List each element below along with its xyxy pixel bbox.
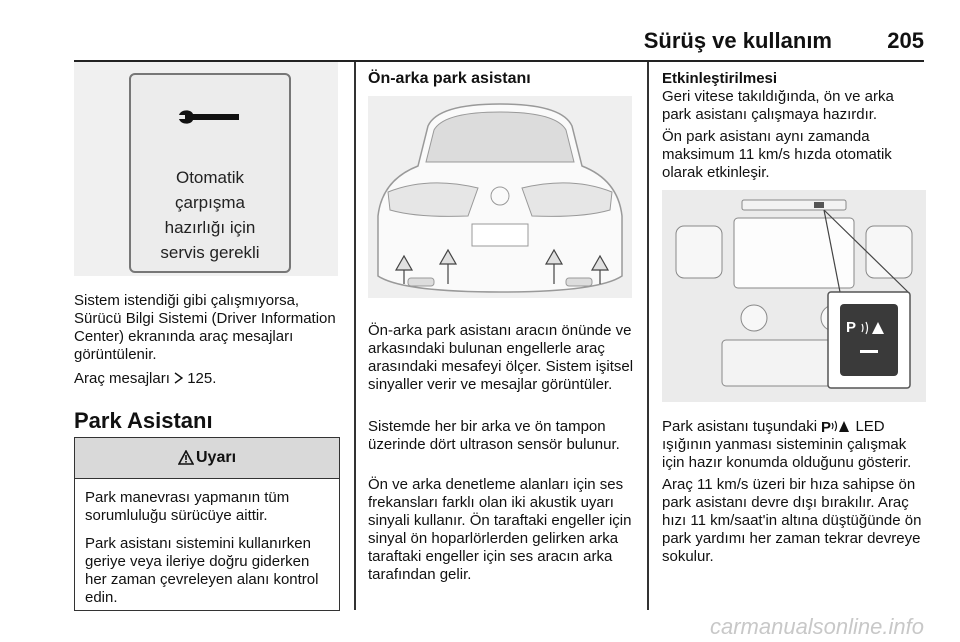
car-rear-illustration xyxy=(368,96,632,298)
watermark: carmanualsonline.info xyxy=(709,614,924,639)
svg-text:P: P xyxy=(821,419,832,433)
wrench-icon xyxy=(175,105,245,135)
col2-paragraph-2: Sistemde her bir arka ve ön tampon üzerinde dört ultrason sensör bulunur. xyxy=(368,418,620,453)
col3-paragraph-4: Araç 11 km/s üzeri bir hıza sahipse ön park asistanı devre dışı bırakılır. Araç hızı 11 km/saat'in altına düştüğünde ön park yardımı her zaman tekrar devreye sokulur. xyxy=(662,476,922,565)
panel-line: çarpışma xyxy=(175,193,245,212)
warning-box xyxy=(74,437,340,611)
col3-paragraph-1: Geri vitese takıldığında, ön ve arka park asistanı çalışmaya hazırdır. xyxy=(662,88,894,123)
page-number: 205 xyxy=(887,28,924,53)
warning-paragraph-2: Park asistanı sistemini kullanırken geriye veya ileriye doğru giderken her zaman çevreleyen alanı kontrol edin. xyxy=(85,535,319,606)
panel-line: Otomatik xyxy=(175,168,245,187)
dashboard-message-panel xyxy=(129,73,291,273)
warning-triangle-icon xyxy=(178,450,194,465)
reference-prefix: Araç mesajları xyxy=(74,370,170,387)
center-console-illustration xyxy=(662,190,926,402)
panel-line: servis gerekli xyxy=(160,243,260,262)
page-reference-link[interactable]: 125. xyxy=(187,370,217,387)
panel-text xyxy=(131,165,289,265)
header-title: Sürüş ve kullanım xyxy=(643,28,832,53)
col1-paragraph-2 xyxy=(74,370,340,388)
warning-paragraph-1: Park manevrası yapmanın tüm sorumluluğu sürücüye aittir. xyxy=(85,489,290,524)
car-rear-image xyxy=(368,96,632,298)
led-text-prefix: Park asistanı tuşundaki xyxy=(662,418,818,435)
page-reference-arrow-icon xyxy=(174,372,183,384)
section-title: Park Asistanı xyxy=(74,408,213,433)
warning-header xyxy=(75,438,339,479)
col3-paragraph-3 xyxy=(662,418,930,472)
col2-heading: Ön-arka park asistanı xyxy=(368,70,531,87)
warning-title: Uyarı xyxy=(195,449,237,466)
svg-text:P: P xyxy=(846,319,857,336)
col3-heading: Etkinleştirilmesi xyxy=(662,70,778,87)
park-assist-button-icon xyxy=(821,419,851,433)
led-text-suffix: LED ışığının yanması sisteminin çalışmak için hazır konumda olduğunu gösterir. xyxy=(662,418,912,471)
col3-paragraph-2: Ön park asistanı aynı zamanda maksimum 11 km/s hızda otomatik olarak etkinleşir. xyxy=(662,128,892,181)
col2-paragraph-1: Ön-arka park asistanı aracın önünde ve arkasındaki bulunan engellerle araç arasındaki mesafeyi ölçer. Sistem işitsel sinyaller verir ve mesajlar görüntüler. xyxy=(368,322,634,393)
col1-paragraph-1: Sistem istendiği gibi çalışmıyorsa, Sürücü Bilgi Sistemi (Driver Information Center) ekranında araç mesajları görüntülenir. xyxy=(74,292,336,363)
column-divider-2 xyxy=(647,62,649,610)
console-image xyxy=(662,190,926,402)
service-message-image xyxy=(74,62,338,276)
col2-paragraph-3: Ön ve arka denetleme alanları için ses frekansları farklı olan iki akustik uyarı sinyali kullanır. Ön taraftaki engeller için sinyal ön hoparlörlerden gelirken arka taraftaki engeller için ses aracın arka tarafından gelir. xyxy=(368,476,632,583)
panel-line: hazırlığı için xyxy=(164,218,256,237)
column-divider-1 xyxy=(354,62,356,610)
